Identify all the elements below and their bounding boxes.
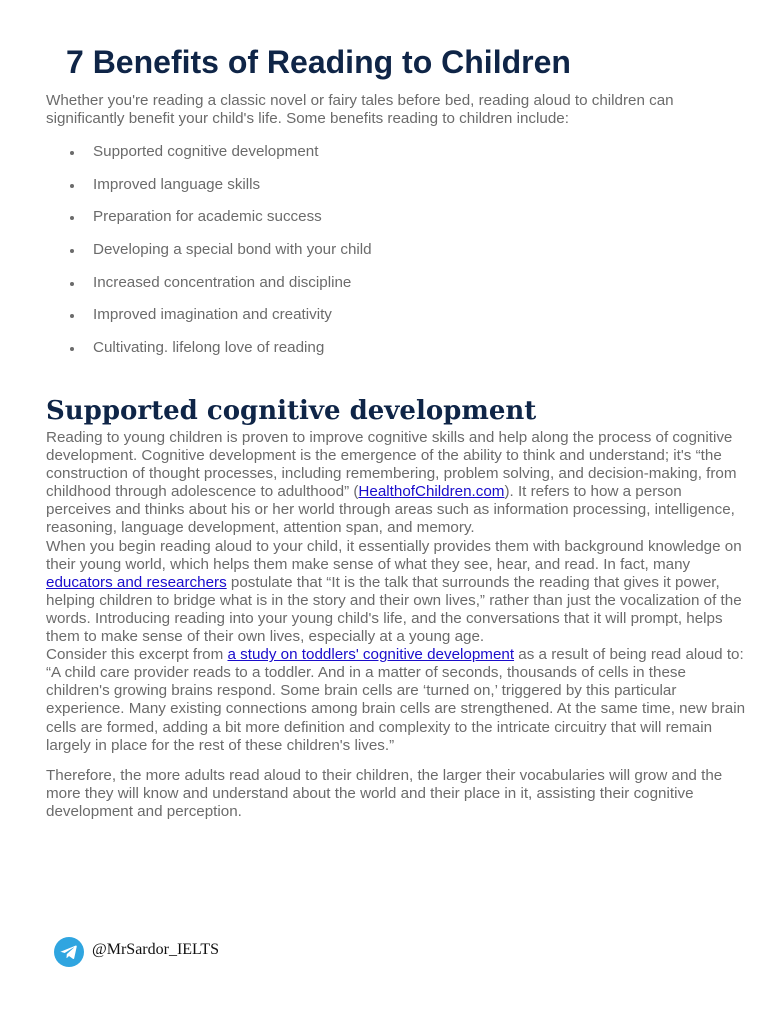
bullet-icon [70,282,74,286]
bullet-icon [70,184,74,188]
quote-paragraph: “A child care provider reads to a toddler. And in a matter of seconds, thousands of cells in these children's growing brains respond. Some brain cells are ‘turned on,’ triggered by this particular experience. Many existing connections among brain cells are strengthened. At the same time, new brain cells are formed, adding a bit more definition and complexity to the intricate circuitry that will remain largely in place for the rest of these children's lives.” [46,664,746,754]
list-item [46,205,746,238]
bullet-icon [70,216,74,220]
section-heading: Supported cognitive development [46,396,537,426]
paragraph-background-knowledge [46,538,746,647]
list-item-text: Improved imagination and creativity [93,306,332,324]
healthofchildren-link[interactable]: HealthofChildren.com [358,483,505,501]
list-item [46,173,746,206]
bullet-icon [70,314,74,318]
footer-handle [54,936,219,968]
bullet-icon [70,347,74,351]
intro-paragraph: Whether you're reading a classic novel or fairy tales before bed, reading aloud to children can significantly benefit your child's life. Some benefits reading to children include: [46,92,674,127]
educators-researchers-link[interactable]: educators and researchers [46,573,227,591]
paragraph-text: When you begin reading aloud to your child, it essentially provides them with background knowledge on their young world, which helps them make sense of what they see, hear, and read. In fact, many [46,537,742,573]
toddler-study-link[interactable]: a study on toddlers' cognitive development [227,646,515,664]
paragraph-text: Reading to young children is proven to improve cognitive skills and help along the process of cognitive development. Cognitive development is the emergence of the ability to think and understand; it's “the construction of thought processes, including remembering, problem solving, and decision-making, from childhood through adolescence to adulthood” ( [46,429,737,501]
author-handle: @MrSardor_IELTS [92,941,220,958]
paragraph-text: Consider this excerpt from [46,646,228,664]
paragraph-excerpt-intro [46,646,746,664]
list-item [46,271,746,304]
paragraph-text: postulate that “It is the talk that surrounds the reading that gives it power, helping children to bridge what is in the story and their own lives,” rather than just the vocalization of the words. Introducing reading into your young child's life, and the conversations that it will prompt, helps them to make sense of their own lives, especially at a young age. [46,573,742,646]
list-item [46,238,746,271]
list-item-text: Developing a special bond with your child [93,241,372,259]
list-item [46,336,746,369]
paragraph-text: as a result of being read aloud to: [514,646,744,664]
list-item [46,140,746,173]
list-item-text: Cultivating. lifelong love of reading [93,339,325,357]
conclusion-paragraph: Therefore, the more adults read aloud to their children, the larger their vocabularies will grow and the more they will know and understand about the world and their place in it, assisting their cognitive development and perception. [46,766,723,820]
list-item-text: Preparation for academic success [93,208,322,226]
telegram-icon [54,937,84,967]
benefits-list [46,140,746,369]
section-body [46,429,746,821]
list-item-text: Improved language skills [93,175,261,193]
list-item-text: Supported cognitive development [93,143,319,160]
paragraph-text: ). It refers to how a person perceives and thinks about his or her world through areas such as information processing, intelligence, reasoning, language development, attention span, and memory. [46,483,735,537]
paragraph-cognitive-definition [46,429,746,538]
list-item-text: Increased concentration and discipline [93,273,352,291]
bullet-icon [70,249,74,253]
page-title: 7 Benefits of Reading to Children [66,44,571,80]
bullet-icon [70,151,74,155]
list-item [46,303,746,336]
